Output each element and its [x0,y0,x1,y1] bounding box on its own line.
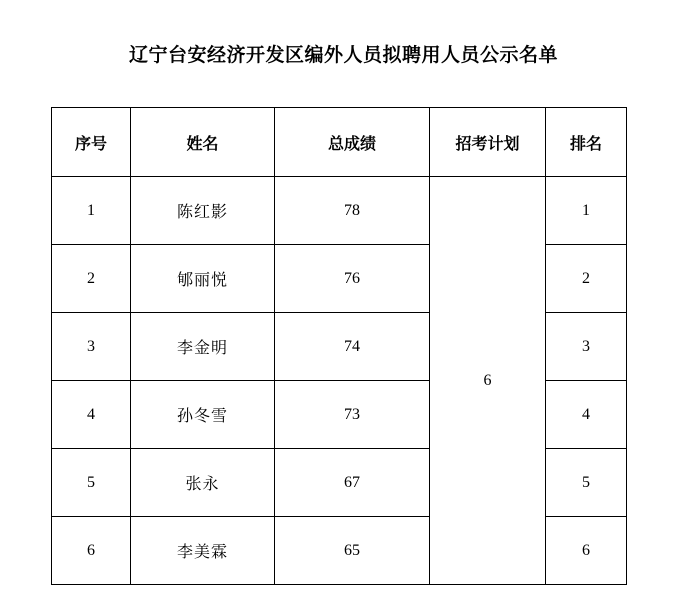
cell-total-score: 65 [275,517,430,585]
cell-rank: 2 [546,245,627,313]
cell-serial-no: 5 [52,449,131,517]
cell-name: 陈红影 [131,177,275,245]
header-name: 姓名 [131,108,275,177]
cell-serial-no: 2 [52,245,131,313]
cell-name: 张永 [131,449,275,517]
cell-total-score: 73 [275,381,430,449]
cell-rank: 6 [546,517,627,585]
cell-serial-no: 1 [52,177,131,245]
cell-rank: 3 [546,313,627,381]
cell-rank: 1 [546,177,627,245]
cell-total-score: 78 [275,177,430,245]
header-serial-no: 序号 [52,108,131,177]
cell-recruitment-plan: 6 [430,177,546,585]
cell-name: 李美霖 [131,517,275,585]
header-recruitment-plan: 招考计划 [430,108,546,177]
cell-name: 李金明 [131,313,275,381]
cell-serial-no: 6 [52,517,131,585]
cell-name: 郇丽悦 [131,245,275,313]
cell-rank: 4 [546,381,627,449]
cell-total-score: 76 [275,245,430,313]
cell-serial-no: 3 [52,313,131,381]
header-total-score: 总成绩 [275,108,430,177]
cell-total-score: 74 [275,313,430,381]
hiring-roster-table [51,107,627,585]
table-header-row [52,108,627,177]
cell-name: 孙冬雪 [131,381,275,449]
page-title: 辽宁台安经济开发区编外人员拟聘用人员公示名单 [128,44,558,66]
header-rank: 排名 [546,108,627,177]
cell-rank: 5 [546,449,627,517]
cell-total-score: 67 [275,449,430,517]
table-row [52,177,627,245]
cell-serial-no: 4 [52,381,131,449]
